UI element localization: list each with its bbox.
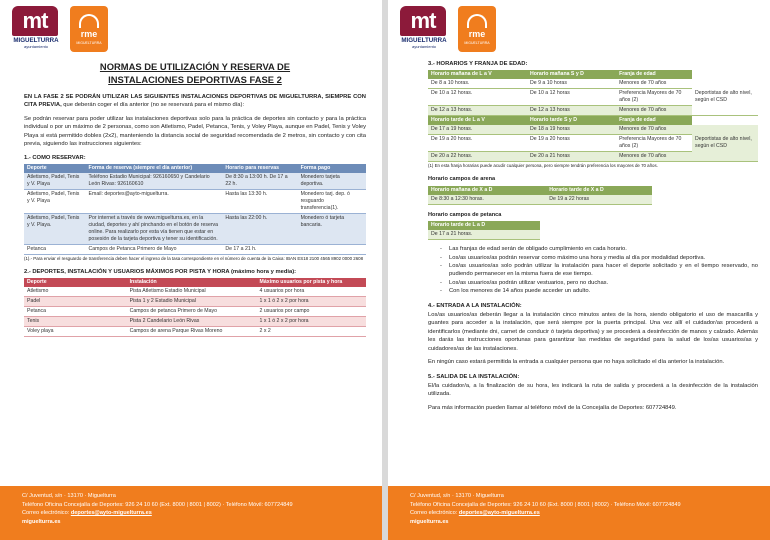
logo-group bbox=[12, 6, 108, 52]
miguelturra-logo bbox=[12, 6, 60, 52]
col-header: Horario tarde de X a D bbox=[546, 186, 652, 195]
rme-logo bbox=[70, 6, 108, 52]
table-cell: De 12 a 13 horas bbox=[527, 106, 616, 116]
footer-phones: Teléfono Oficina Concejalía de Deportes: 926 24 10 60 (Ext. 8000 | 8001 | 8002) · Teléfono Móvil: 607724849 bbox=[410, 501, 681, 508]
table-cell: Padel bbox=[24, 297, 127, 307]
table-cell: Deportistas de alto nivel, según el CSD bbox=[692, 125, 758, 162]
col-header: Forma de reserva (siempre el día anterior) bbox=[86, 164, 223, 173]
col-header: Franja de edad bbox=[616, 70, 692, 79]
logo-sub: ayuntamiento bbox=[411, 44, 436, 49]
entry-paragraph: Los/as usuarios/as deberán llegar a la instalación cinco minutos antes de la hora, siendo obligatorio el uso de mascarilla y guantes para acceder a la instalación, que será siempre por la puerta principal. Una vez allí el cuidador/as procederá a identificarlos (mediante dni, carnet de conducir ó tarjeta deportiva) y se procederá a desinfección de manos y calzado. Además les darás las instrucciones oportunas para garantizar las medidas de seguridad para la salud de los/as usuarios/as y cuidadores/as de las instalaciones. bbox=[428, 312, 758, 352]
table-cell: Preferencia Mayores de 70 años (2) bbox=[616, 89, 692, 106]
col-header-empty bbox=[692, 116, 758, 126]
logo-mark: mt bbox=[400, 6, 446, 36]
table-cell: Preferencia Mayores de 70 años (2) bbox=[616, 135, 692, 152]
table-cell: De 10 a 12 horas bbox=[527, 89, 616, 106]
rme-sub: MIGUELTURRA bbox=[76, 40, 102, 45]
table-cell: De 8 a 10 horas. bbox=[428, 79, 527, 89]
footer-email-line bbox=[22, 509, 360, 518]
footer-email-label: Correo electrónico: bbox=[22, 510, 71, 517]
reserve-table bbox=[24, 164, 366, 255]
title-line-1: NORMAS DE UTILIZACIÓN Y RESERVA DE bbox=[99, 61, 291, 72]
arena-table bbox=[428, 186, 652, 205]
logo-name: MIGUELTURRA bbox=[13, 37, 59, 44]
list-item: - Las franjas de edad serán de obligado cumplimiento en cada horario. bbox=[440, 245, 758, 253]
right-page bbox=[388, 0, 770, 540]
table-row bbox=[24, 189, 366, 213]
table-cell: Campos de petanca Primero de Mayo bbox=[127, 307, 257, 317]
table-cell: De 9 a 10 horas bbox=[527, 79, 616, 89]
footer-email-link[interactable]: deportes@ayto-miguelturra.es bbox=[458, 510, 540, 517]
schedule-table bbox=[428, 70, 758, 162]
col-header: Franja de edad bbox=[616, 116, 692, 126]
section-heading-reserve: 1.- COMO RESERVAR: bbox=[24, 155, 86, 162]
intro-paragraph bbox=[24, 93, 366, 110]
table-row bbox=[24, 307, 366, 317]
table-cell: Petanca bbox=[24, 244, 86, 254]
table-cell: Hasta las 22:00 h. bbox=[222, 213, 297, 244]
table-cell: Deportistas de alto nivel, según el CSD bbox=[692, 79, 758, 116]
page-footer bbox=[0, 486, 382, 540]
list-item: - Los/as usuarios/as podrán utilizar vestuarios, pero no duchas. bbox=[440, 279, 758, 287]
section-heading-entry: 4.- ENTRADA A LA INSTALACIÓN: bbox=[428, 302, 522, 309]
table-cell: 2 usuarios por campo bbox=[257, 307, 366, 317]
col-header: Instalación bbox=[127, 278, 257, 287]
table-cell: De 18 a 19 horas bbox=[527, 125, 616, 135]
table-row bbox=[24, 213, 366, 244]
rules-list bbox=[428, 245, 758, 295]
table-cell: Menores de 70 años bbox=[616, 79, 692, 89]
table-cell: Hasta las 13:30 h. bbox=[222, 189, 297, 213]
table-header-row bbox=[428, 221, 540, 230]
right-content bbox=[428, 60, 758, 412]
table-row bbox=[24, 297, 366, 307]
table-cell: De 20 a 21 horas bbox=[527, 152, 616, 162]
table-cell: 4 usuarios por hora bbox=[257, 287, 366, 297]
transfer-note: (1).- Para enviar el resguardo de transferencia deben hacer el ingreso de la tasa correspondiente en el número de cuenta de la Caixa: IBAN ES18 2100 4565 8902 0000 2608 bbox=[24, 255, 364, 261]
rme-text: rme bbox=[80, 28, 98, 39]
left-content bbox=[24, 60, 366, 337]
table-row bbox=[24, 327, 366, 337]
col-header: Horario tarde de L a V bbox=[428, 116, 527, 126]
list-item: - Con los menores de 14 años puede acceder un adulto. bbox=[440, 287, 758, 295]
table-cell: Monedero tarjeta deportiva. bbox=[298, 173, 366, 190]
rme-sub: MIGUELTURRA bbox=[464, 40, 490, 45]
table-cell: Atletismo, Padel, Tenis y V. Playa. bbox=[24, 213, 86, 244]
arena-heading: Horario campos de arena bbox=[428, 176, 496, 183]
page-title bbox=[24, 60, 366, 86]
schedule-note: (1) En esta franja horarias puede acudir cualquier persona, pero siempre tendrán preferencia los mayores de 70 años. bbox=[428, 163, 658, 169]
col-header: Deporte bbox=[24, 278, 127, 287]
col-header: Máximo usuarios por pista y hora bbox=[257, 278, 366, 287]
table-cell: Monedero ó tarjeta bancaria. bbox=[298, 213, 366, 244]
table-row bbox=[24, 173, 366, 190]
col-header: Horario para reservas bbox=[222, 164, 297, 173]
col-header: Deporte bbox=[24, 164, 86, 173]
section-heading-users: 2.- DEPORTES, INSTALACIÓN Y USUARIOS MÁXIMOS POR PISTA Y HORA (máximo hora y media): bbox=[24, 268, 297, 275]
table-row bbox=[428, 79, 758, 89]
table-cell: Pista 1 y 2 Estadio Municipal bbox=[127, 297, 257, 307]
table-cell: Monedero tarj. dep. ó resguardo transferencia(1). bbox=[298, 189, 366, 213]
logo-mark: mt bbox=[12, 6, 58, 36]
table-row bbox=[24, 287, 366, 297]
rme-ring-icon bbox=[79, 14, 99, 28]
table-cell: Tenis bbox=[24, 317, 127, 327]
table-cell: Pista Atletismo Estadio Municipal bbox=[127, 287, 257, 297]
table-cell: Menores de 70 años bbox=[616, 125, 692, 135]
table-cell: De 12 a 13 horas. bbox=[428, 106, 527, 116]
logo-group bbox=[400, 6, 496, 52]
usage-paragraph: Se podrán reservar para poder utilizar las instalaciones deportivas solo para la práctica de deportes sin contacto y para la práctica individual o por un máximo de 2 personas, como son Atletismo, Padel, Petanca, Tenis, y Voley Playa, aunque en Padel, Tenis y Voley Playa si está permitido dobles (2x2), manteniendo la distancia social de seguridad recomendada de 2 metros, sin contacto y con cita previa, siguiendo las instrucciones siguientes: bbox=[24, 115, 367, 148]
table-cell: Petanca bbox=[24, 307, 127, 317]
intro-tail: que deberán coger el día anterior (no se reservará para el mismo día): bbox=[61, 102, 245, 109]
table-cell: De 8:30 a 12:30 horas. bbox=[428, 195, 546, 205]
footer-web-link[interactable]: miguelturra.es bbox=[410, 518, 449, 525]
table-cell: Campos de arena Parque Rivas Moreno bbox=[127, 327, 257, 337]
table-cell bbox=[298, 244, 366, 254]
footer-email-line bbox=[410, 509, 748, 518]
table-cell: Atletismo, Padel, Tenis y V. Playa bbox=[24, 173, 86, 190]
table-row bbox=[428, 195, 652, 205]
rme-logo bbox=[458, 6, 496, 52]
petanca-table bbox=[428, 221, 540, 240]
list-item: - Los/as usuarios/as podrán reservar como máximo una hora y media al día por modalidad deportiva. bbox=[440, 254, 758, 262]
table-cell: De 19 a 20 horas. bbox=[428, 135, 527, 152]
exit-paragraph: El/la cuidador/a, a la finalización de su hora, les indicará la ruta de salida y procederá a la desinfección de la instalación utilizada. bbox=[428, 382, 758, 398]
footer-email-link[interactable]: deportes@ayto-miguelturra.es bbox=[70, 510, 152, 517]
table-cell: Atletismo, Padel, Tenis y V. Playa bbox=[24, 189, 86, 213]
col-header: Forma pago bbox=[298, 164, 366, 173]
table-cell: De 8:30 a 13:00 h. De 17 a 22 h. bbox=[222, 173, 297, 190]
table-cell: 1 x 1 ó 2 x 2 por hora bbox=[257, 297, 366, 307]
table-cell: De 17 a 19 horas. bbox=[428, 125, 527, 135]
col-header-empty bbox=[692, 70, 758, 79]
col-header: Horario mañana S y D bbox=[527, 70, 616, 79]
petanca-heading: Horario campos de petanca bbox=[428, 211, 502, 218]
table-cell: Menores de 70 años bbox=[616, 106, 692, 116]
table-row bbox=[24, 244, 366, 254]
footer-web-link[interactable]: miguelturra.es bbox=[22, 518, 61, 525]
section-heading-exit: 5.- SALIDA DE LA INSTALACIÓN: bbox=[428, 373, 520, 380]
table-cell: Campos de Petanca Primero de Mayo bbox=[86, 244, 223, 254]
table-row bbox=[24, 317, 366, 327]
col-header: Horario tarde de L a D bbox=[428, 221, 540, 230]
table-cell: Atletismo bbox=[24, 287, 127, 297]
table-header-row bbox=[24, 278, 366, 287]
footer-address: C/ Juventud, s/n · 13170 · Miguelturra bbox=[410, 493, 504, 499]
info-paragraph: Para más información pueden llamar al teléfono móvil de la Concejalía de Deportes: 607724849. bbox=[428, 404, 677, 411]
footer-address: C/ Juventud, s/n · 13170 · Miguelturra bbox=[22, 493, 116, 499]
table-header-row bbox=[24, 164, 366, 173]
table-cell: De 17 a 21 h. bbox=[222, 244, 297, 254]
table-cell: Pista 2 Candelario León Rivas bbox=[127, 317, 257, 327]
table-row bbox=[428, 125, 758, 135]
footer-phones: Teléfono Oficina Concejalía de Deportes: 926 24 10 60 (Ext. 8000 | 8001 | 8002) · Teléfono Móvil: 607724849 bbox=[22, 501, 293, 508]
logo-name: MIGUELTURRA bbox=[401, 37, 447, 44]
table-cell: Email: deportes@ayto-miguelturra. bbox=[86, 189, 223, 213]
table-cell: Teléfono Estadio Municipal: 926160650 y Candelario León Rivas: 926160610 bbox=[86, 173, 223, 190]
footer-email-label: Correo electrónico: bbox=[410, 510, 459, 517]
table-cell: De 17 a 21 horas. bbox=[428, 230, 540, 240]
intro-bold: EN LA FASE 2 SE PODRÁN UTILIZAR LAS SIGUIENTES INSTALACIONES DEPORTIVAS DE MIGUELTURRA, SIEMPRE CON CITA PREVIA, bbox=[24, 94, 366, 109]
table-header-row bbox=[428, 70, 758, 79]
table-cell: 2 x 2 bbox=[257, 327, 366, 337]
table-row bbox=[428, 230, 540, 240]
col-header: Horario mañana de L a V bbox=[428, 70, 527, 79]
left-page bbox=[0, 0, 382, 540]
entry-note: En ningún caso estará permitida la entrada a cualquier persona que no haya solicitado el día anterior la instalación. bbox=[428, 359, 725, 366]
list-item: - Los/as usuarios/as solo podrán utilizar la instalación para hacer el deporte solicitado y en el tiempo reservado, no pudiendo permanecer en la misma fuera de ese tiempo. bbox=[440, 262, 758, 279]
page-footer bbox=[388, 486, 770, 540]
table-header-row bbox=[428, 186, 652, 195]
col-header: Horario mañana de X a D bbox=[428, 186, 546, 195]
table-cell: De 20 a 22 horas. bbox=[428, 152, 527, 162]
rme-text: rme bbox=[468, 28, 486, 39]
col-header: Horario tarde S y D bbox=[527, 116, 616, 126]
table-cell: De 10 a 12 horas. bbox=[428, 89, 527, 106]
section-heading-schedule: 3.- HORARIOS Y FRANJA DE EDAD: bbox=[428, 61, 528, 67]
table-cell: 1 x 1 ó 2 x 2 por hora bbox=[257, 317, 366, 327]
rme-ring-icon bbox=[467, 14, 487, 28]
table-cell: Por internet a través de www.miguelturra.es, en la ciudad, deportes y ahí pinchando en el botón de reserva online. Para realizarlo por esta vía tienen que estar en posesión de la tarjeta deportiva y tener su identificación. bbox=[86, 213, 223, 244]
users-table bbox=[24, 278, 366, 337]
table-cell: Menores de 70 años bbox=[616, 152, 692, 162]
table-header-row bbox=[428, 116, 758, 126]
table-cell: De 19 a 22 horas bbox=[546, 195, 652, 205]
table-cell: De 19 a 20 horas bbox=[527, 135, 616, 152]
logo-sub: ayuntamiento bbox=[23, 44, 48, 49]
miguelturra-logo bbox=[400, 6, 448, 52]
table-cell: Voley playa bbox=[24, 327, 127, 337]
title-line-2: INSTALACIONES DEPORTIVAS FASE 2 bbox=[108, 74, 282, 85]
